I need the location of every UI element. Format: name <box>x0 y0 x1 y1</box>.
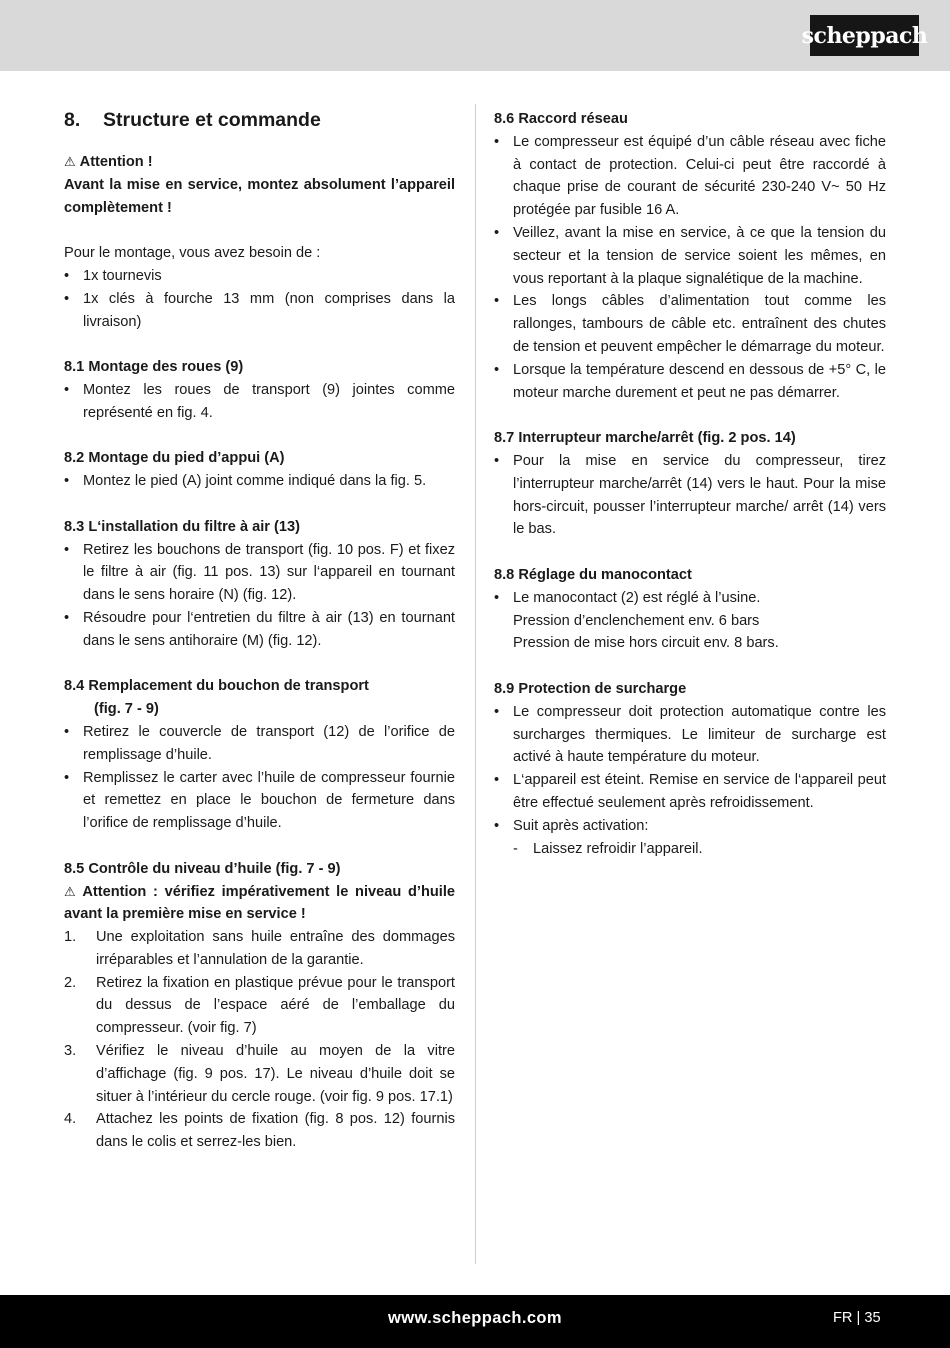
attention-heading: ⚠ Attention ! <box>64 154 153 170</box>
subsection-title-8-6: 8.6 Raccord réseau <box>494 111 628 127</box>
list-item: • Lorsque la température descend en dessous de +5° C, le moteur marche durement et peut ne pas démarrer. <box>494 359 886 405</box>
list-item: • Résoudre pour l‘entretien du filtre à air (13) en tournant dans le sens antihoraire (M) (fig. 12). <box>64 607 455 653</box>
list-item: • Le manocontact (2) est réglé à l’usine. <box>494 587 886 610</box>
attention-text: Avant la mise en service, montez absolument l’appareil complètement ! <box>64 176 455 216</box>
subsection-title-8-2: 8.2 Montage du pied d’appui (A) <box>64 450 285 467</box>
list-item: • L‘appareil est éteint. Remise en service de l‘appareil peut être effectué seulement après refroidissement. <box>494 769 886 815</box>
page-number: FR | 35 <box>833 1310 881 1326</box>
list-item: • Remplissez le carter avec l’huile de compresseur fournie et remettez en place le bouchon de fermeture dans l’orifice de remplissage d’huile. <box>64 767 455 835</box>
montage-list <box>64 265 455 333</box>
list-item: • Veillez, avant la mise en service, à ce que la tension du secteur et la tension de service soient les mêmes, en vous reportant à la plaque signalétique de la machine. <box>494 222 886 290</box>
subsection-title-8-5: 8.5 Contrôle du niveau d’huile (fig. 7 - 9) <box>64 860 341 877</box>
subsection-title-8-7: 8.7 Interrupteur marche/arrêt (fig. 2 pos. 14) <box>494 430 796 447</box>
list-item: • Le compresseur doit protection automatique contre les surcharges thermiques. Le limiteur de surcharge est activé à haute température du moteur. <box>494 701 886 769</box>
subsection-title-8-9: 8.9 Protection de surcharge <box>494 680 687 697</box>
list-item: • Pour la mise en service du compresseur, tirez l’interrupteur marche/arrêt (14) vers le haut. Pour la mise hors-circuit, pousser l’interrupteur marche/ arrêt (14) vers le bas. <box>494 450 886 541</box>
list-8-2 <box>64 470 455 493</box>
pressure-off: Pression de mise hors circuit env. 8 bars. <box>513 635 779 652</box>
list-item: 1. Une exploitation sans huile entraîne des dommages irréparables et l’annulation de la garantie. <box>64 929 455 968</box>
list-item: • Les longs câbles d’alimentation tout comme les rallonges, tambours de câble etc. entraînent des chutes de tension et peuvent empêcher le démarrage du moteur. <box>494 290 886 358</box>
footer-url[interactable]: www.scheppach.com <box>388 1309 562 1327</box>
warning-icon: ⚠ <box>64 883 79 899</box>
pressure-on: Pression d’enclenchement env. 6 bars <box>513 612 760 629</box>
warning-icon: ⚠ <box>64 154 76 169</box>
list-8-6 <box>494 131 886 405</box>
header-bar <box>0 0 950 71</box>
subsection-title-8-4-cont: (fig. 7 - 9) <box>94 701 159 718</box>
column-divider <box>475 104 476 1264</box>
list-item: 4. Attachez les points de fixation (fig. 8 pos. 12) fournis dans le colis et serrez-les bien. <box>64 1111 455 1151</box>
list-item: • Retirez les bouchons de transport (fig. 10 pos. F) et fixez le filtre à air (fig. 11 pos. 13) sur l‘appareil en tournant dans le sens horaire (N) (fig. 12). <box>64 539 455 607</box>
list-8-7 <box>494 450 886 541</box>
footer-bar <box>0 1295 950 1348</box>
list-item: • Le compresseur est équipé d’un câble réseau avec fiche à contact de protection. Celui-ci peut être raccordé à chaque prise de courant de sécurité 230-240 V~ 50 Hz protégée par fusible 16 A. <box>494 131 886 222</box>
left-column <box>64 108 455 1154</box>
list-item: 3. Vérifiez le niveau d’huile au moyen de la vitre d’affichage (fig. 9 pos. 17). Le niveau d’huile doit se situer à l’intérieur du cercle rouge. (voir fig. 9 pos. 17.1) <box>64 1043 455 1105</box>
list-8-5 <box>64 926 455 1154</box>
subsection-title-8-3: 8.3 L‘installation du filtre à air (13) <box>64 518 300 535</box>
list-item: • 1x tournevis <box>64 265 455 288</box>
dash-item: - Laissez refroidir l’appareil. <box>513 840 703 857</box>
section-title <box>64 108 455 132</box>
list-item: • Montez les roues de transport (9) jointes comme représenté en fig. 4. <box>64 379 455 425</box>
subsection-title-8-4: 8.4 Remplacement du bouchon de transport <box>64 678 369 695</box>
montage-intro: Pour le montage, vous avez besoin de : <box>64 245 321 262</box>
list-item: • Retirez le couvercle de transport (12) de l’orifice de remplissage d’huile. <box>64 721 455 767</box>
subsection-title-8-8: 8.8 Réglage du manocontact <box>494 566 692 583</box>
list-8-1 <box>64 379 455 425</box>
list-item: 2. Retirez la fixation en plastique prévue pour le transport du dessus de l’espace aéré de l’emballage du compresseur. (voir fig. 7) <box>64 974 455 1037</box>
list-item: • Montez le pied (A) joint comme indiqué dans la fig. 5. <box>64 470 455 493</box>
section-title-text: Structure et commande <box>103 109 321 131</box>
list-8-4 <box>64 721 455 835</box>
list-8-9 <box>494 701 886 838</box>
right-column <box>494 108 886 860</box>
list-8-8 <box>494 587 886 610</box>
oil-warning: ⚠ Attention : vérifiez impérativement le niveau d’huile avant la première mise en service ! <box>64 883 455 923</box>
scheppach-logo: scheppach <box>810 15 919 56</box>
list-8-3 <box>64 539 455 653</box>
list-item: • Suit après activation: <box>494 815 886 838</box>
list-item: • 1x clés à fourche 13 mm (non comprises dans la livraison) <box>64 288 455 334</box>
section-number: 8. <box>64 109 81 131</box>
subsection-title-8-1: 8.1 Montage des roues (9) <box>64 359 244 376</box>
